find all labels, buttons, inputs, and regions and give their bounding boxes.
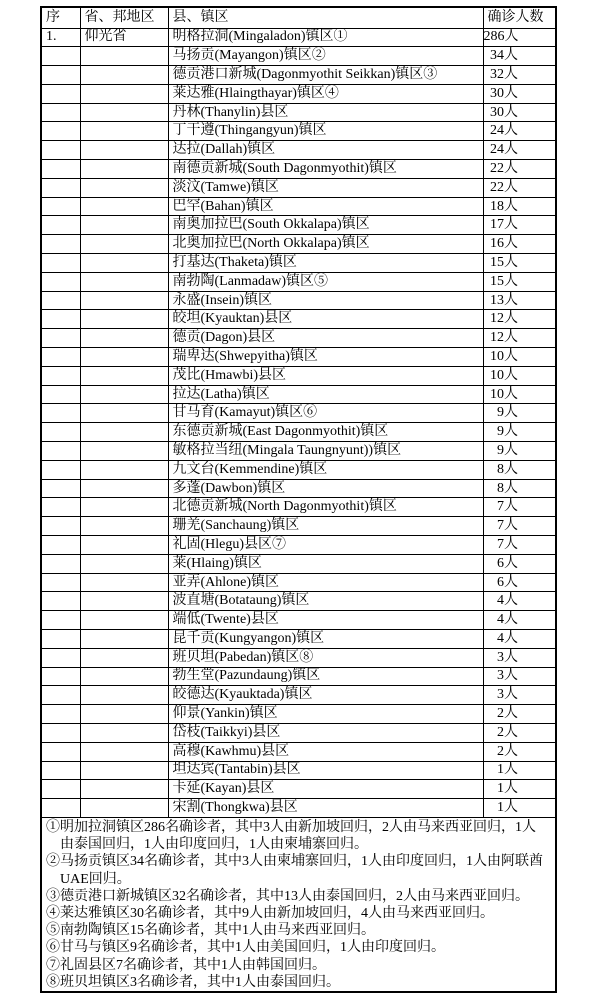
footnote: ⑤南勃陶镇区15名确诊者，其中1人由马来西亚回归。: [46, 923, 375, 939]
table-row: [41, 66, 556, 85]
header-row: [41, 7, 556, 28]
count-cell: 6人: [483, 573, 556, 592]
col-header-township: 县、镇区: [168, 7, 483, 28]
count-cell: 3人: [483, 667, 556, 686]
region-cell: [80, 517, 168, 536]
region-cell: [80, 216, 168, 235]
count-cell: 32人: [483, 66, 556, 85]
township-cell: 南勃陶(Lanmadaw)镇区⑤: [168, 272, 483, 291]
table-row: [41, 385, 556, 404]
township-cell: 北奥加拉巴(North Okkalapa)镇区: [168, 235, 483, 254]
township-cell: 仰景(Yankin)镇区: [168, 705, 483, 724]
table-row: [41, 799, 556, 818]
township-cell: 岱枝(Taikkyi)县区: [168, 723, 483, 742]
table-row: [41, 160, 556, 179]
table-row: [41, 216, 556, 235]
region-cell: [80, 178, 168, 197]
count-cell: 9人: [483, 423, 556, 442]
footnote: ⑥甘马与镇区9名确诊者，其中1人由美国回归，1人由印度回归。: [46, 940, 445, 956]
seq-cell: [41, 348, 80, 367]
seq-cell: [41, 178, 80, 197]
township-cell: 北德贡新城(North Dagonmyothit)镇区: [168, 498, 483, 517]
count-cell: 10人: [483, 366, 556, 385]
col-header-seq: 序: [41, 7, 80, 28]
region-cell: [80, 780, 168, 799]
count-cell: 17人: [483, 216, 556, 235]
seq-cell: [41, 216, 80, 235]
township-cell: 丹林(Thanylin)县区: [168, 103, 483, 122]
count-cell: 1人: [483, 780, 556, 799]
region-cell: [80, 366, 168, 385]
table-row: [41, 742, 556, 761]
township-cell: 拉达(Latha)镇区: [168, 385, 483, 404]
table-row: [41, 442, 556, 461]
count-cell: 30人: [483, 103, 556, 122]
table-row: [41, 404, 556, 423]
table-row: [41, 329, 556, 348]
seq-cell: [41, 517, 80, 536]
township-cell: 马扬贡(Mayangon)镇区②: [168, 47, 483, 66]
township-cell: 敏格拉当纽(Mingala Taungnyunt))镇区: [168, 442, 483, 461]
township-cell: 德贡(Dagon)县区: [168, 329, 483, 348]
seq-cell: [41, 310, 80, 329]
seq-cell: [41, 592, 80, 611]
region-cell: [80, 592, 168, 611]
count-cell: 24人: [483, 141, 556, 160]
township-cell: 昆千贡(Kungyangon)镇区: [168, 630, 483, 649]
region-cell: [80, 742, 168, 761]
seq-cell: [41, 667, 80, 686]
township-cell: 南德贡新城(South Dagonmyothit)镇区: [168, 160, 483, 179]
township-cell: 礼固(Hlegu)县区⑦: [168, 536, 483, 555]
seq-cell: [41, 705, 80, 724]
region-cell: [80, 103, 168, 122]
township-cell: 淡汶(Tamwe)镇区: [168, 178, 483, 197]
table-row: [41, 667, 556, 686]
seq-cell: [41, 197, 80, 216]
township-cell: 德贡港口新城(Dagonmyothit Seikkan)镇区③: [168, 66, 483, 85]
count-cell: 7人: [483, 517, 556, 536]
seq-cell: [41, 235, 80, 254]
seq-cell: [41, 329, 80, 348]
count-cell: 6人: [483, 554, 556, 573]
seq-cell: [41, 611, 80, 630]
township-cell: 班贝坦(Pabedan)镇区⑧: [168, 648, 483, 667]
region-cell: 仰光省: [80, 28, 168, 47]
count-cell: 24人: [483, 122, 556, 141]
township-cell: 多蓬(Dawbon)镇区: [168, 479, 483, 498]
region-cell: [80, 686, 168, 705]
township-cell: 卡延(Kayan)县区: [168, 780, 483, 799]
table-row: [41, 780, 556, 799]
seq-cell: [41, 780, 80, 799]
township-cell: 端低(Twente)县区: [168, 611, 483, 630]
table-row: [41, 648, 556, 667]
count-cell: 1人: [483, 799, 556, 818]
township-cell: 波直塘(Botataung)镇区: [168, 592, 483, 611]
table-row: [41, 47, 556, 66]
table-row: [41, 103, 556, 122]
table-header: [41, 7, 556, 28]
region-cell: [80, 723, 168, 742]
footnote: ⑧班贝坦镇区3名确诊者，其中1人由泰国回归。: [46, 974, 340, 990]
region-cell: [80, 705, 168, 724]
count-cell: 1人: [483, 761, 556, 780]
count-cell: 22人: [483, 160, 556, 179]
region-cell: [80, 197, 168, 216]
region-cell: [80, 272, 168, 291]
seq-cell: [41, 460, 80, 479]
table-row: [41, 686, 556, 705]
table-row: [41, 310, 556, 329]
region-cell: [80, 310, 168, 329]
township-cell: 打基达(Thaketa)镇区: [168, 254, 483, 273]
table-row: [41, 761, 556, 780]
table-row: [41, 254, 556, 273]
seq-cell: [41, 498, 80, 517]
seq-cell: [41, 254, 80, 273]
township-cell: 珊羌(Sanchaung)镇区: [168, 517, 483, 536]
table-row: [41, 573, 556, 592]
township-cell: 坦达宾(Tantabin)县区: [168, 761, 483, 780]
count-cell: 16人: [483, 235, 556, 254]
footnote-cell: [41, 817, 556, 992]
region-cell: [80, 66, 168, 85]
seq-cell: [41, 423, 80, 442]
table-row: [41, 630, 556, 649]
region-cell: [80, 291, 168, 310]
township-cell: 勃生堂(Pazundaung)镇区: [168, 667, 483, 686]
count-cell: 4人: [483, 630, 556, 649]
count-cell: 18人: [483, 197, 556, 216]
region-cell: [80, 254, 168, 273]
count-cell: 2人: [483, 705, 556, 724]
table-body: [41, 28, 556, 817]
region-cell: [80, 648, 168, 667]
region-cell: [80, 47, 168, 66]
seq-cell: [41, 385, 80, 404]
township-cell: 宋割(Thongkwa)县区: [168, 799, 483, 818]
township-cell: 瑞卑达(Shwepyitha)镇区: [168, 348, 483, 367]
township-cell: 亚弄(Ahlone)镇区: [168, 573, 483, 592]
seq-cell: [41, 630, 80, 649]
region-cell: [80, 799, 168, 818]
count-cell: 2人: [483, 742, 556, 761]
seq-cell: [41, 442, 80, 461]
township-cell: 高穆(Kawhmu)县区: [168, 742, 483, 761]
table-row: [41, 28, 556, 47]
footnote-list: [46, 819, 549, 991]
col-header-count: 确诊人数: [483, 7, 556, 28]
footnote: ②马扬贡镇区34名确诊者，其中3人由柬埔寨回归，1人由印度回归，1人由阿联酋UAE回归。: [46, 854, 543, 887]
table-row: [41, 517, 556, 536]
township-cell: 九文台(Kemmendine)镇区: [168, 460, 483, 479]
table-row: [41, 122, 556, 141]
case-count-table: [40, 6, 557, 993]
seq-cell: [41, 648, 80, 667]
footnote: ④莱达雅镇区30名确诊者，其中9人由新加坡回归，4人由马来西亚回归。: [46, 905, 494, 921]
region-cell: [80, 84, 168, 103]
seq-cell: [41, 723, 80, 742]
township-cell: 南奥加拉巴(South Okkalapa)镇区: [168, 216, 483, 235]
region-cell: [80, 423, 168, 442]
count-cell: 12人: [483, 329, 556, 348]
count-cell: 12人: [483, 310, 556, 329]
region-cell: [80, 442, 168, 461]
count-cell: 7人: [483, 498, 556, 517]
region-cell: [80, 329, 168, 348]
region-cell: [80, 667, 168, 686]
township-cell: 莱(Hlaing)镇区: [168, 554, 483, 573]
township-cell: 皎坦(Kyauktan)县区: [168, 310, 483, 329]
table-row: [41, 536, 556, 555]
seq-cell: [41, 742, 80, 761]
seq-cell: [41, 479, 80, 498]
table-row: [41, 423, 556, 442]
count-cell: 34人: [483, 47, 556, 66]
table-row: [41, 611, 556, 630]
table-row: [41, 366, 556, 385]
seq-cell: [41, 554, 80, 573]
seq-cell: [41, 272, 80, 291]
region-cell: [80, 122, 168, 141]
count-cell: 13人: [483, 291, 556, 310]
region-cell: [80, 611, 168, 630]
table-row: [41, 498, 556, 517]
count-cell: 2人: [483, 723, 556, 742]
township-cell: 丁干遵(Thingangyun)镇区: [168, 122, 483, 141]
region-cell: [80, 573, 168, 592]
seq-cell: [41, 47, 80, 66]
table-row: [41, 235, 556, 254]
township-cell: 达拉(Dallah)镇区: [168, 141, 483, 160]
table-row: [41, 178, 556, 197]
count-cell: 8人: [483, 460, 556, 479]
count-cell: 10人: [483, 385, 556, 404]
table-row: [41, 348, 556, 367]
township-cell: 永盛(Insein)镇区: [168, 291, 483, 310]
table-row: [41, 705, 556, 724]
region-cell: [80, 498, 168, 517]
seq-cell: [41, 573, 80, 592]
seq-cell: [41, 404, 80, 423]
seq-cell: [41, 160, 80, 179]
township-cell: 皎德达(Kyauktada)镇区: [168, 686, 483, 705]
region-cell: [80, 536, 168, 555]
table-row: [41, 479, 556, 498]
count-cell: 9人: [483, 442, 556, 461]
region-cell: [80, 630, 168, 649]
seq-cell: [41, 103, 80, 122]
table-row: [41, 460, 556, 479]
col-header-region: 省、邦地区: [80, 7, 168, 28]
table-row: [41, 197, 556, 216]
table-row: [41, 84, 556, 103]
seq-cell: [41, 799, 80, 818]
region-cell: [80, 141, 168, 160]
table-row: [41, 272, 556, 291]
table-row: [41, 554, 556, 573]
footnote-row: [41, 817, 556, 992]
region-cell: [80, 479, 168, 498]
table-row: [41, 592, 556, 611]
region-cell: [80, 160, 168, 179]
region-cell: [80, 460, 168, 479]
count-cell: 15人: [483, 272, 556, 291]
footnote: ③德贡港口新城镇区32名确诊者，其中13人由泰国回归，2人由马来西亚回归。: [46, 888, 529, 904]
seq-cell: [41, 141, 80, 160]
township-cell: 茂比(Hmawbi)县区: [168, 366, 483, 385]
seq-cell: [41, 761, 80, 780]
seq-cell: [41, 366, 80, 385]
count-cell: 9人: [483, 404, 556, 423]
region-cell: [80, 348, 168, 367]
seq-cell: [41, 66, 80, 85]
seq-cell: [41, 686, 80, 705]
township-cell: 明格拉洞(Mingaladon)镇区①: [168, 28, 483, 47]
township-cell: 巴罕(Bahan)镇区: [168, 197, 483, 216]
count-cell: 3人: [483, 648, 556, 667]
count-cell: 8人: [483, 479, 556, 498]
count-cell: 3人: [483, 686, 556, 705]
count-cell: 286人: [483, 28, 556, 47]
footnote: ①明加拉洞镇区286名确诊者，其中3人由新加坡回归，2人由马来西亚回归，1人由泰国回归，1人由印度回归，1人由柬埔寨回归。: [46, 819, 536, 853]
township-cell: 甘马育(Kamayut)镇区⑥: [168, 404, 483, 423]
region-cell: [80, 385, 168, 404]
seq-cell: [41, 536, 80, 555]
count-cell: 7人: [483, 536, 556, 555]
count-cell: 30人: [483, 84, 556, 103]
table-row: [41, 141, 556, 160]
count-cell: 22人: [483, 178, 556, 197]
seq-cell: 1.: [41, 28, 80, 47]
table-row: [41, 291, 556, 310]
table-row: [41, 723, 556, 742]
count-cell: 15人: [483, 254, 556, 273]
count-cell: 4人: [483, 592, 556, 611]
seq-cell: [41, 84, 80, 103]
seq-cell: [41, 122, 80, 141]
township-cell: 莱达雅(Hlaingthayar)镇区④: [168, 84, 483, 103]
township-cell: 东德贡新城(East Dagonmyothit)镇区: [168, 423, 483, 442]
region-cell: [80, 554, 168, 573]
count-cell: 4人: [483, 611, 556, 630]
count-cell: 10人: [483, 348, 556, 367]
region-cell: [80, 235, 168, 254]
region-cell: [80, 404, 168, 423]
region-cell: [80, 761, 168, 780]
footnote: ⑦礼固县区7名确诊者，其中1人由韩国回归。: [46, 957, 326, 973]
seq-cell: [41, 291, 80, 310]
